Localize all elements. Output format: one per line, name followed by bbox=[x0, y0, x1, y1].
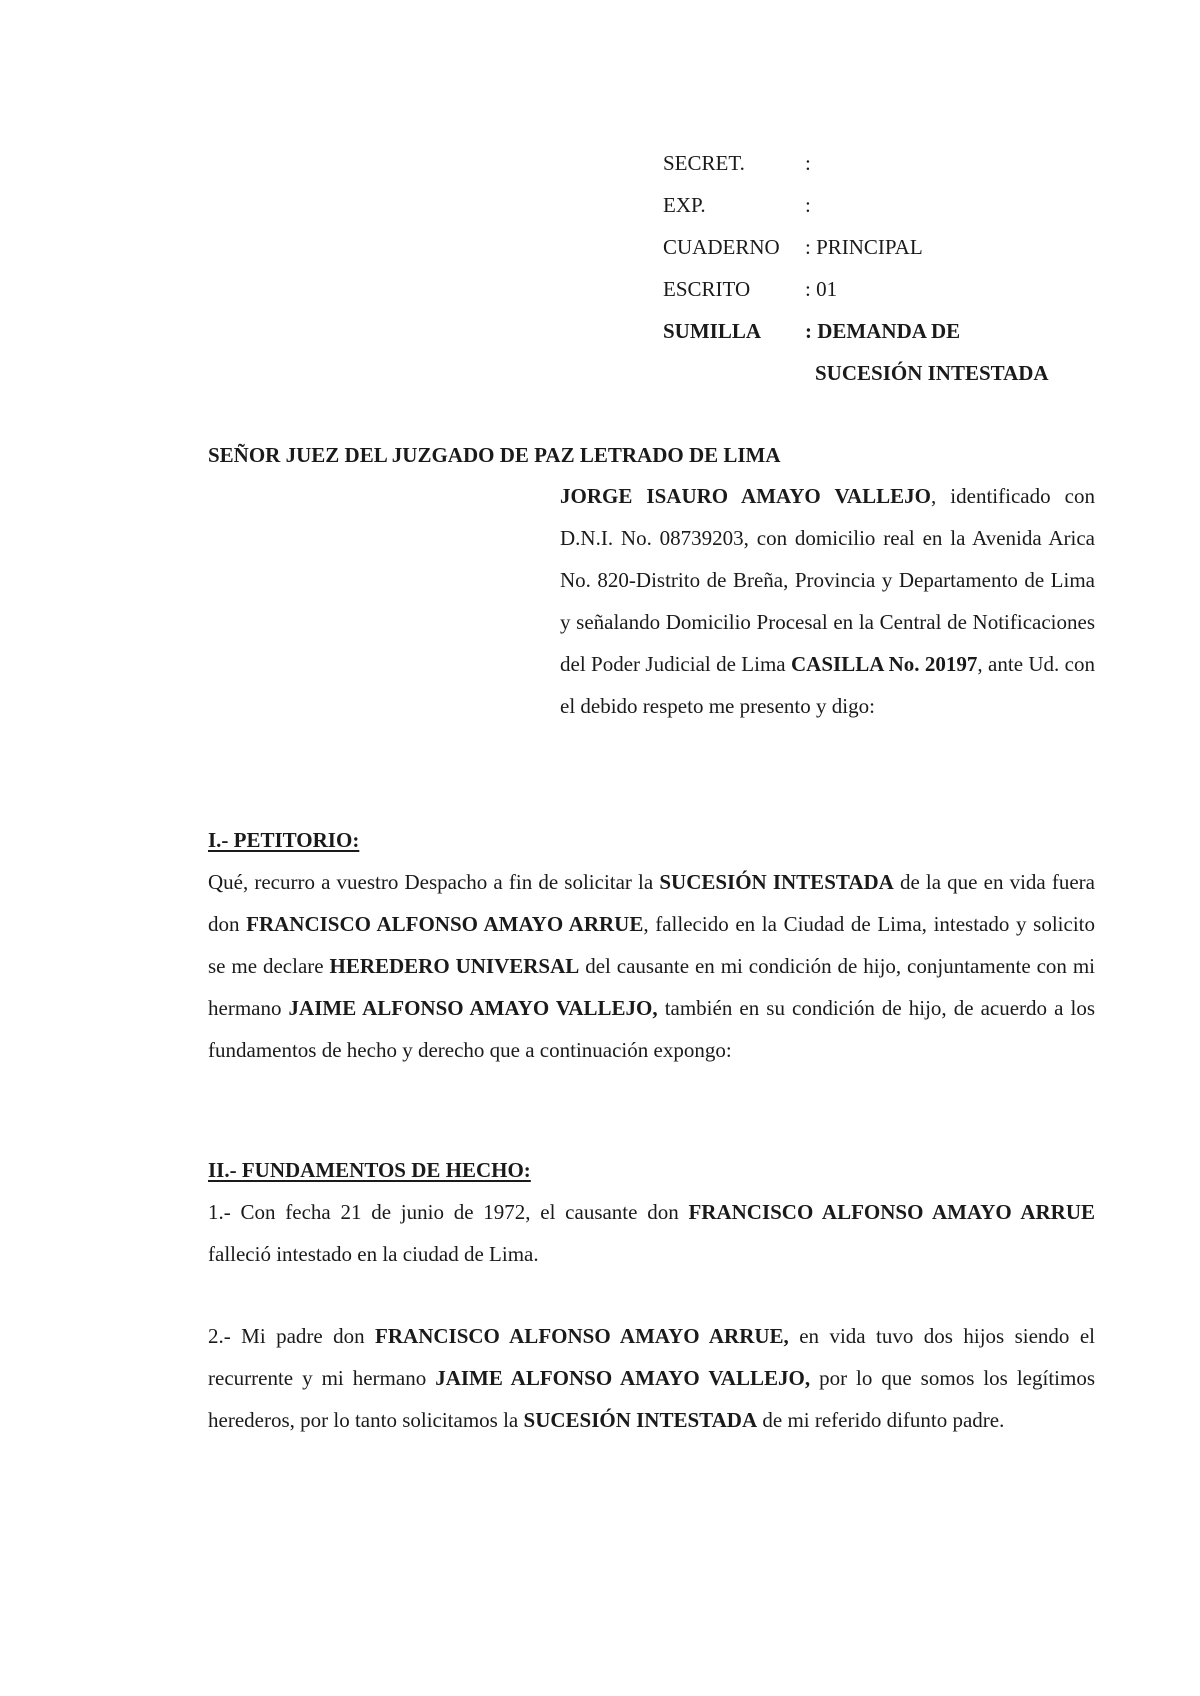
text-run: por lo que somos los legítimos herederos, por lo tanto solicitamos la bbox=[208, 1366, 1096, 1432]
header-value: : bbox=[805, 151, 811, 175]
bold-run: SUCESIÓN INTESTADA bbox=[659, 870, 894, 894]
addressee: SEÑOR JUEZ DEL JUZGADO DE PAZ LETRADO DE LIMA bbox=[208, 443, 781, 467]
bold-run: SUCESIÓN INTESTADA bbox=[523, 1408, 758, 1432]
header-row-cuaderno bbox=[663, 226, 1049, 268]
petitorio-paragraph bbox=[208, 861, 1095, 1071]
fundamento-1 bbox=[208, 1191, 1095, 1275]
sumilla-continuation: SUCESIÓN INTESTADA bbox=[815, 361, 1049, 385]
text-run: de mi referido difunto padre. bbox=[757, 1408, 1005, 1432]
bold-run: HEREDERO UNIVERSAL bbox=[329, 954, 580, 978]
text-run: de la que en vida fuera don bbox=[208, 870, 1095, 936]
text-run: Qué, recurro a vuestro Despacho a fin de solicitar la bbox=[208, 870, 660, 894]
header-row-sumilla bbox=[663, 310, 1049, 352]
fundamento-2 bbox=[208, 1315, 1095, 1441]
case-header bbox=[663, 142, 1049, 394]
plaintiff-name: JORGE ISAURO AMAYO VALLEJO bbox=[560, 484, 931, 508]
text-run: 1.- Con fecha 21 de junio de 1972, el causante don bbox=[208, 1200, 689, 1224]
header-label: SECRET. bbox=[663, 151, 745, 175]
header-value: : 01 bbox=[805, 277, 838, 301]
bold-run: JAIME ALFONSO AMAYO VALLEJO, bbox=[435, 1366, 811, 1390]
header-row-escrito bbox=[663, 268, 1049, 310]
header-value: : PRINCIPAL bbox=[805, 235, 923, 259]
bold-run: FRANCISCO ALFONSO AMAYO ARRUE bbox=[246, 912, 644, 936]
header-row-exp bbox=[663, 184, 1049, 226]
bold-run: JAIME ALFONSO AMAYO VALLEJO, bbox=[288, 996, 658, 1020]
text-run: 2.- Mi padre don bbox=[208, 1324, 376, 1348]
petitorio-heading: I.- PETITORIO: bbox=[208, 828, 360, 852]
header-label: ESCRITO bbox=[663, 277, 751, 301]
bold-run: FRANCISCO ALFONSO AMAYO ARRUE bbox=[688, 1200, 1095, 1224]
text-run: también en su condición de hijo, de acuerdo a los fundamentos de hecho y derecho que a continuación expongo: bbox=[208, 996, 1095, 1062]
casilla-number: CASILLA No. 20197 bbox=[791, 652, 978, 676]
bold-run: FRANCISCO ALFONSO AMAYO ARRUE, bbox=[375, 1324, 789, 1348]
header-label: CUADERNO bbox=[663, 235, 780, 259]
intro-text: , identificado con D.N.I. No. 08739203, con domicilio real en la Avenida Arica No. 820-Distrito de Breña, Provincia y Departamento de Lima y señalando Domicilio Procesal en la Central de Notificaciones del Poder Judicial de Lima bbox=[560, 484, 1095, 676]
intro-text: , ante Ud. con el debido respeto me presento y digo: bbox=[560, 652, 1096, 718]
fundamentos-section bbox=[208, 1149, 1095, 1275]
text-run: del causante en mi condición de hijo, conjuntamente con mi hermano bbox=[208, 954, 1095, 1020]
fundamentos-heading: II.- FUNDAMENTOS DE HECHO: bbox=[208, 1158, 531, 1182]
header-row-secret bbox=[663, 142, 1049, 184]
text-run: en vida tuvo dos hijos siendo el recurrente y mi hermano bbox=[208, 1324, 1096, 1390]
header-label: EXP. bbox=[663, 193, 706, 217]
text-run: , fallecido en la Ciudad de Lima, intestado y solicito se me declare bbox=[208, 912, 1095, 978]
header-value: : DEMANDA DE bbox=[805, 319, 961, 343]
text-run: falleció intestado en la ciudad de Lima. bbox=[208, 1242, 539, 1266]
petitorio-section bbox=[208, 819, 1095, 1071]
header-label: SUMILLA bbox=[663, 319, 762, 343]
header-value: : bbox=[805, 193, 811, 217]
fundamento-2-block bbox=[208, 1315, 1095, 1441]
intro-paragraph bbox=[560, 475, 1095, 727]
